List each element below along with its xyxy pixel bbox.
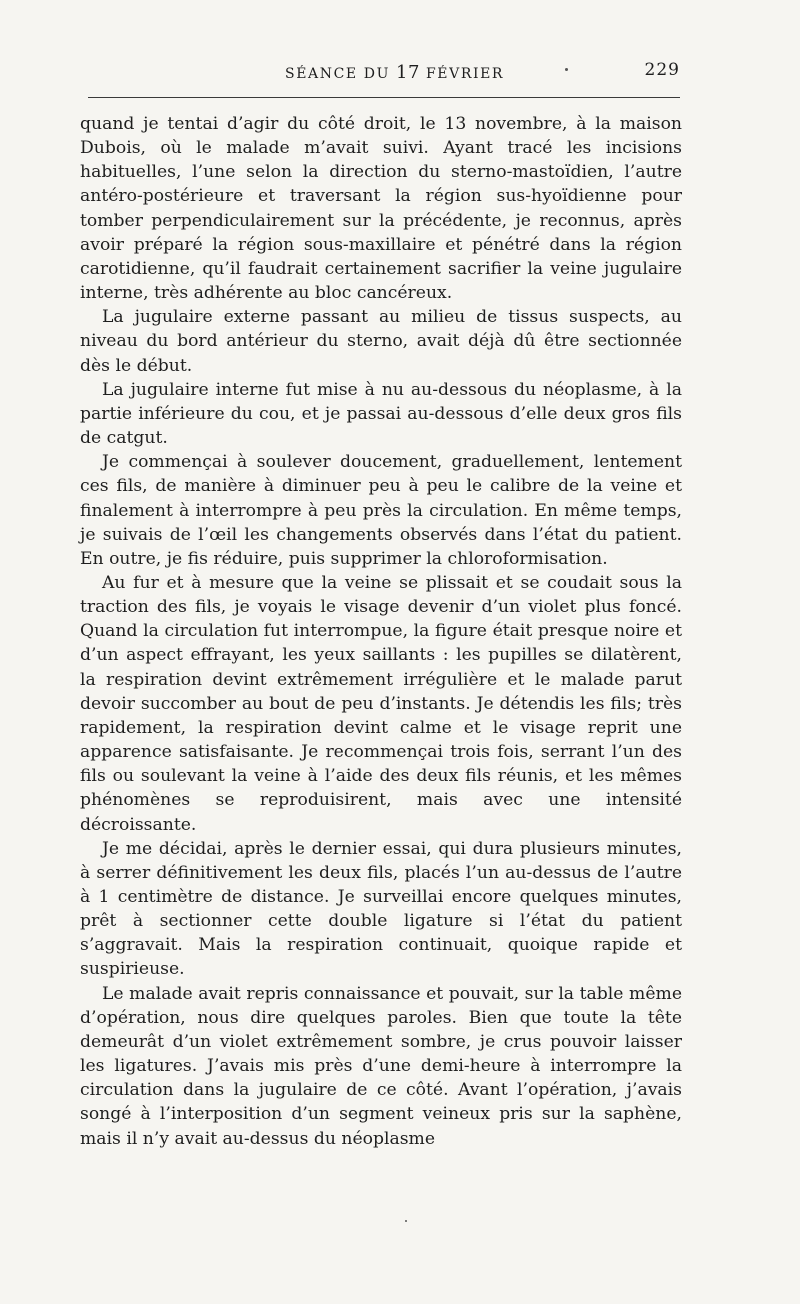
running-title-day: 17 (396, 62, 420, 83)
paragraph: Je me décidai, après le dernier essai, qui dura plusieurs minutes, à serrer définitivement les deux fils, placés l’un au-dessus de l’autre à 1 centimètre de distance. Je surveillai encore quelques minutes, prêt à sectionner cette double ligature si l’état du patient s’aggravait. Mais la respiration continuait, quoique rapide et suspirieuse. (80, 838, 682, 980)
header-rule (88, 97, 680, 98)
paragraph: La jugulaire externe passant au milieu de tissus suspects, au niveau du bord antérieur du sterno, avait déjà dû être sectionnée dès le début. (80, 307, 682, 376)
running-head (80, 60, 680, 84)
paragraph: Au fur et à mesure que la veine se plissait et se coudait sous la traction des fils, je voyais le visage devenir d’un violet plus foncé. Quand la circulation fut interrompue, la figure était presque noire et d’un aspect effrayant, les yeux saillants : les pupilles se dilatèrent, la respiration devint extrêmement irrégulière et le malade parut devoir succomber au bout de peu d’instants. Je détendis les fils; très rapidement, la respiration devint calme et le visage reprit une apparence satisfaisante. Je recommençai trois fois, serrant l’un des fils ou soulevant la veine à l’aide des deux fils réunis, et les mêmes phénomènes se reproduisirent, mais avec une intensité décroissante. (80, 572, 682, 835)
body-text (80, 112, 682, 1151)
paragraph: Le malade avait repris connaissance et pouvait, sur la table même d’opération, nous dire quelques paroles. Bien que toute la tête demeurât d’un violet extrêmement sombre, je crus pouvoir laisser les ligatures. J’avais mis près d’une demi-heure à interrompre la circulation dans la jugulaire de ce côté. Avant l’opération, j’avais songé à l’interposition d’un segment veineux pris sur la saphène, mais il n’y avait au-dessus du néoplasme (80, 983, 682, 1149)
paragraph: La jugulaire interne fut mise à nu au-dessous du néoplasme, à la partie inférieure du cou, et je passai au-dessous d’elle deux gros fils de catgut. (80, 379, 682, 449)
running-title (285, 62, 504, 83)
running-title-part2: FÉVRIER (419, 66, 505, 82)
print-speck (405, 1220, 407, 1222)
paragraph: Je commençai à soulever doucement, graduellement, lentement ces fils, de manière à diminuer peu à peu le calibre de la veine et finalement à interrompre à peu près la circulation. En même temps, je suivais de l’œil les changements observés dans l’état du patient. En outre, je fis réduire, puis supprimer la chloroformisation. (80, 452, 682, 569)
print-speck (565, 68, 568, 71)
running-title-part1: SÉANCE DU (285, 66, 397, 82)
paragraph: quand je tentai d’agir du côté droit, le 13 novembre, à la maison Dubois, où le malade m’avait suivi. Ayant tracé les incisions habituelles, l’une selon la direction du sterno-mastoïdien, l’autre antéro-postérieure et traversant la région sus-hyoïdienne pour tomber perpendiculairement sur la précédente, je reconnus, après avoir préparé la région sous-maxillaire et pénétré dans la région carotidienne, qu’il faudrait certainement sacrifier la veine jugulaire interne, très adhérente au bloc cancéreux. (80, 114, 682, 304)
page-number: 229 (644, 60, 680, 80)
